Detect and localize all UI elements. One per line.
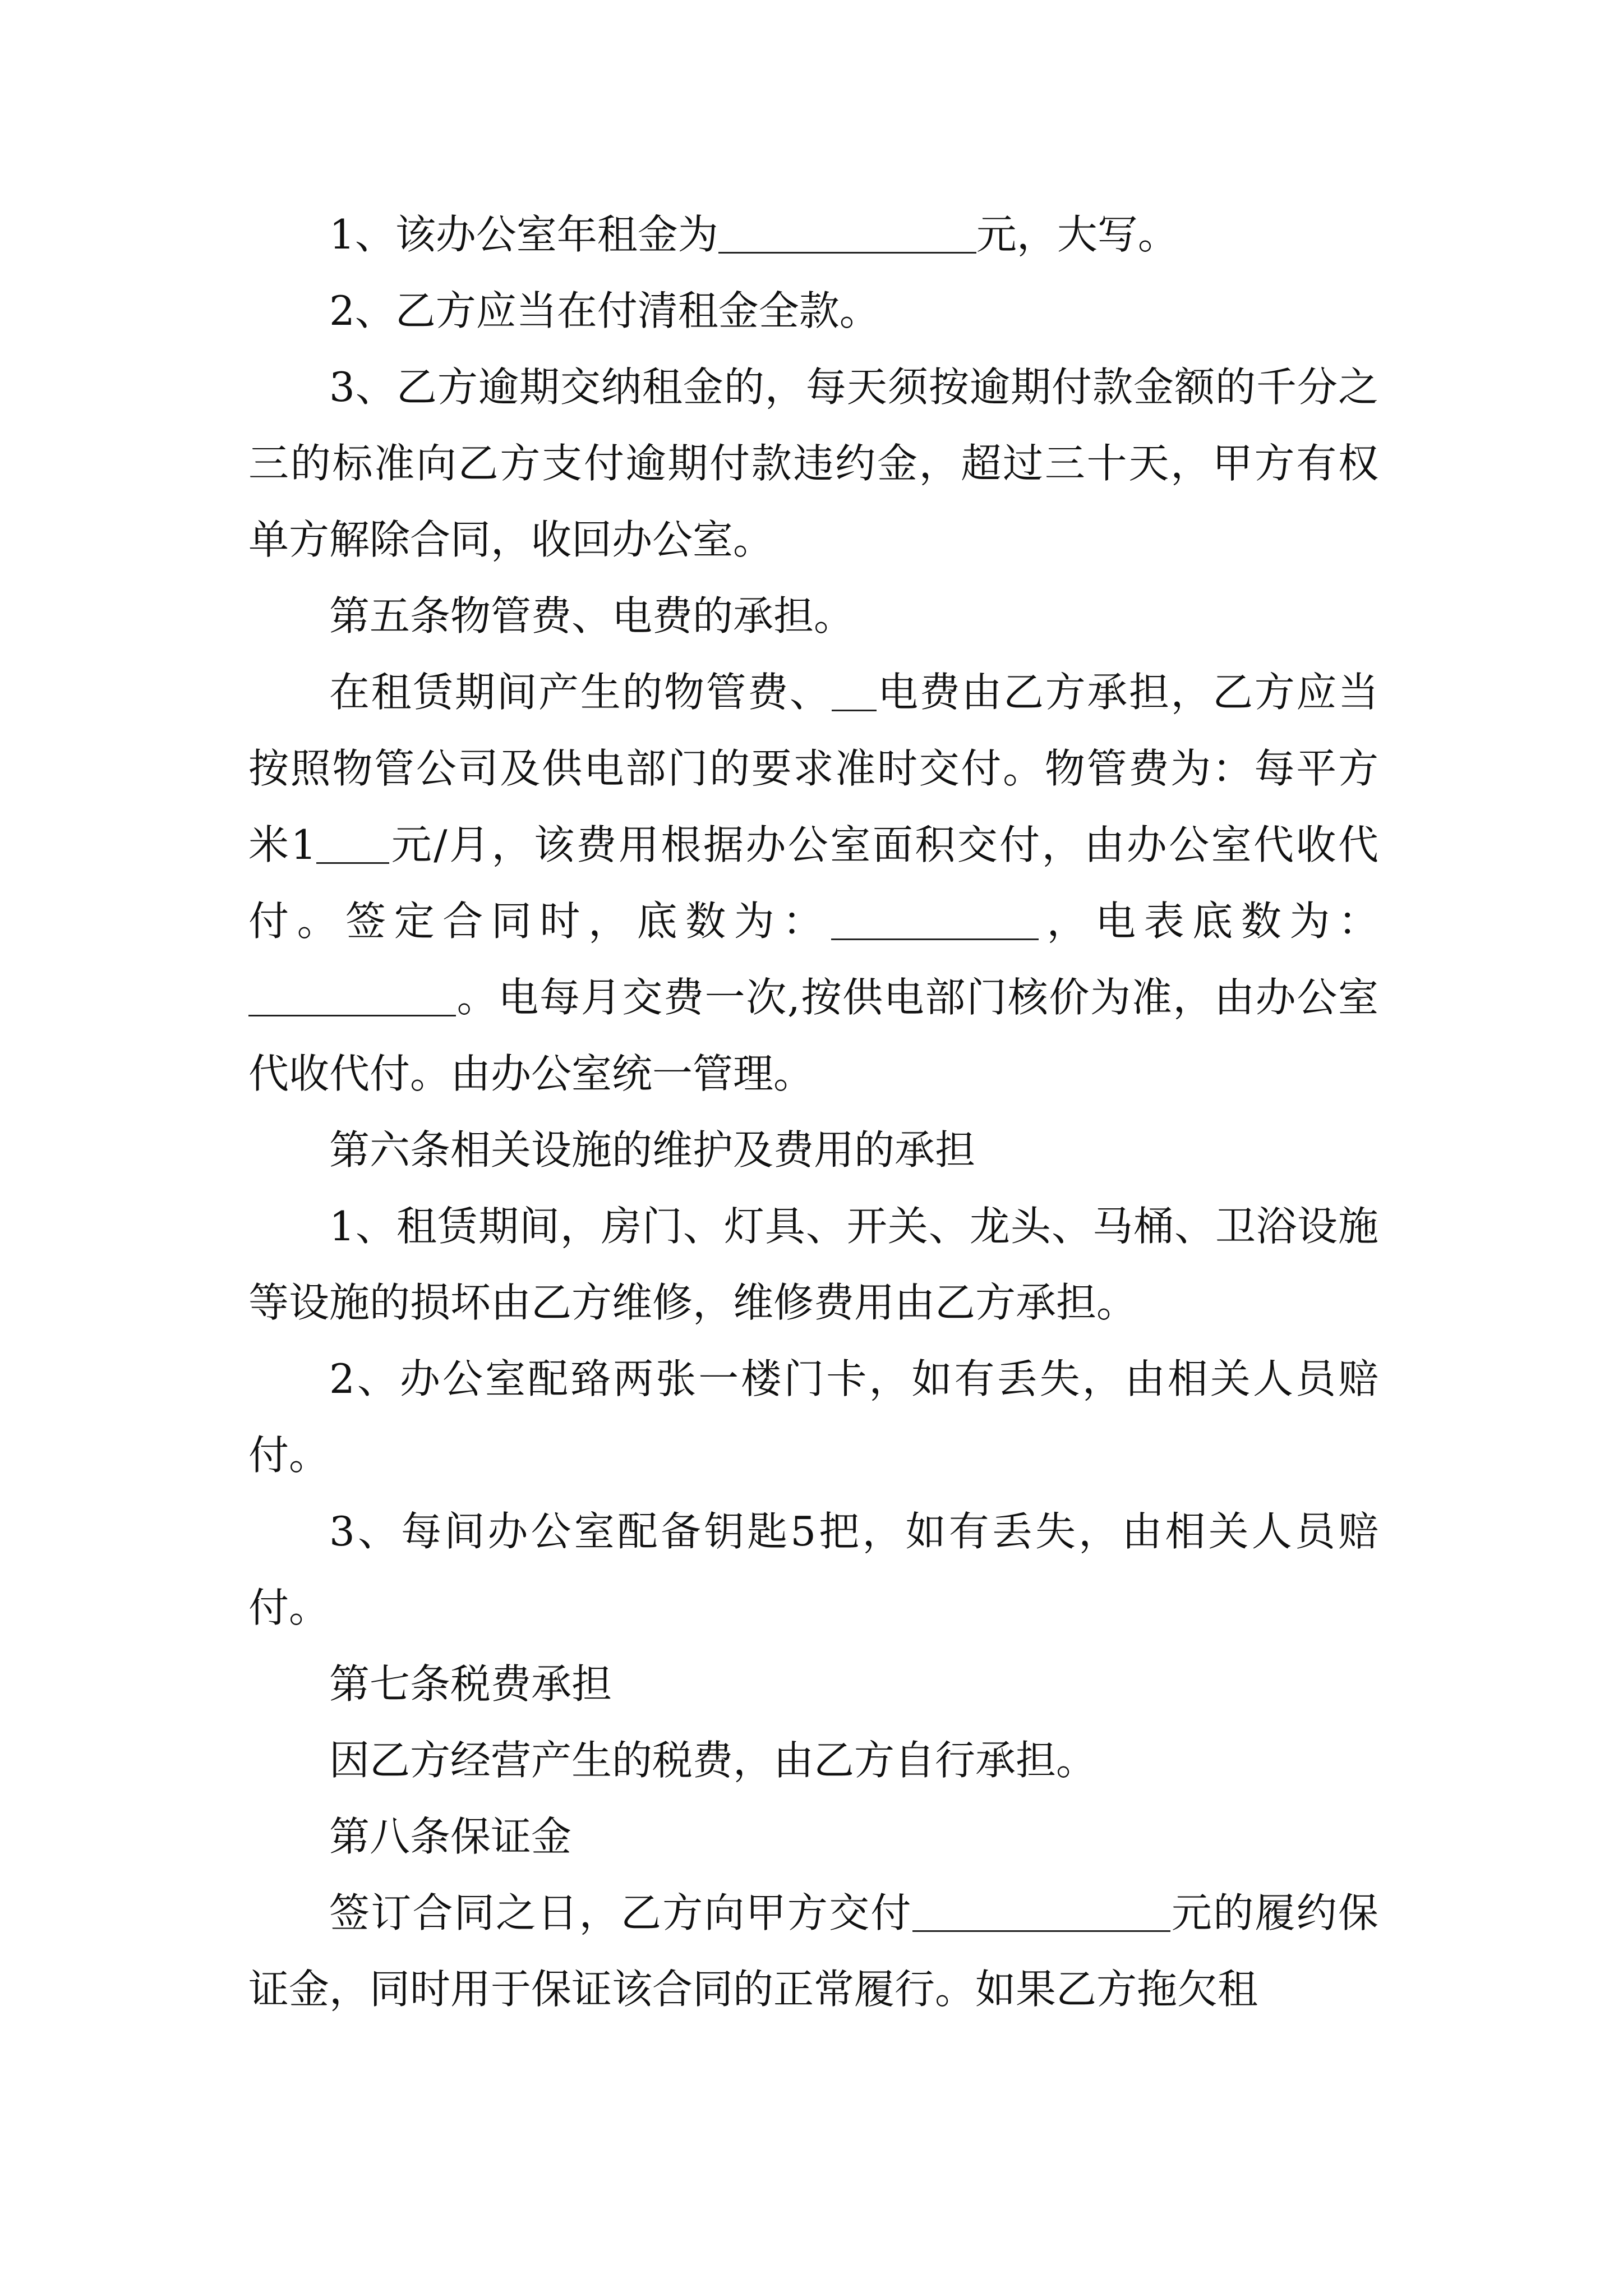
clause-taxes: 因乙方经营产生的税费，由乙方自行承担。 <box>329 1737 1097 1784</box>
blank-fee-rate <box>316 822 389 864</box>
clause-door-cards: 2、办公室配臵两张一楼门卡，如有丢失，由相关人员赔付。 <box>248 1355 1378 1479</box>
clause-late-payment: 3、乙方逾期交纳租金的，每天须按逾期付款金额的千分之三的标准向乙方支付逾期付款违约金，超过三十天，甲方有权单方解除合同，收回办公室。 <box>248 364 1378 563</box>
clause-facility-repair: 1、租赁期间，房门、灯具、开关、龙头、马桶、卫浴设施等设施的损坏由乙方维修，维修费用由乙方承担。 <box>248 1203 1378 1326</box>
blank-annual-rent <box>718 211 976 254</box>
article-6-heading: 第六条相关设施的维护及费用的承担 <box>329 1126 976 1174</box>
article-8-heading: 第八条保证金 <box>329 1813 572 1860</box>
clause-annual-rent: 1、该办公室年租金为 元，大写。 <box>329 211 1178 258</box>
clause-deposit: 签订合同之日，乙方向甲方交付 元的履约保证金，同时用于保证该合同的正常履行。如果乙方拖欠租 <box>248 1889 1378 2013</box>
article-5-heading: 第五条物管费、电费的承担。 <box>329 592 855 639</box>
contract-body <box>248 196 1378 2027</box>
clause-property-fees: 在租赁期间产生的物管费、 电费由乙方承担，乙方应当按照物管公司及供电部门的要求准时交付。物管费为：每平方米1 元/月，该费用根据办公室面积交付，由办公室代收代付。签定合同时，底数为： ，电表底数为：。电每月交费一次,按供电部门核价为准，由办公室代收代付。由办公室统一管理。 <box>248 669 1379 1097</box>
blank-fee-type <box>832 669 877 711</box>
blank-deposit-amount <box>912 1890 1170 1932</box>
clause-rent-payment: 2、乙方应当在付清租金全款。 <box>329 287 880 334</box>
clause-keys: 3、每间办公室配备钥匙5把，如有丢失，由相关人员赔付。 <box>248 1508 1378 1631</box>
blank-base-reading <box>831 898 1039 940</box>
blank-meter-reading <box>248 974 456 1016</box>
article-7-heading: 第七条税费承担 <box>329 1660 612 1708</box>
